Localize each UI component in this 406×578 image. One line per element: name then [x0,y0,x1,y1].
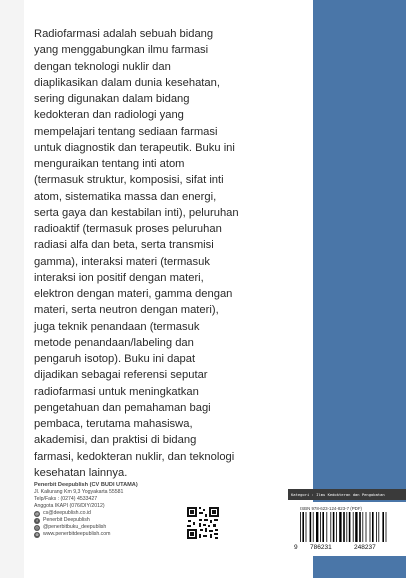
publisher-address: Jl. Kaliurang Km 9,3 Yogyakarta 55581 [34,489,124,495]
barcode-bar [300,512,301,542]
blurb-line: Radiofarmasi adalah sebuah bidang [34,28,214,40]
barcode-bar [359,512,361,542]
isbn-text: ISBN 978-623-124-823-7 (PDF) [300,506,362,511]
barcode-bar [322,512,324,542]
blurb-line: diaplikasikan dalam dunia kesehatan, [34,76,220,89]
barcode-bar [306,512,307,542]
globe-icon: ⊕ [35,531,39,537]
barcode-lead-digit: 9 [294,544,298,551]
barcode-bar [333,512,335,542]
email-row [34,510,138,517]
blurb-line: pengetahuan dan pemahaman bagi [34,401,211,414]
barcode-bar [336,512,337,542]
barcode-bar [330,512,331,542]
blurb-line: menguraikan tentang inti atom [34,158,185,170]
publisher-website: www.penerbitdeepublish.com [43,531,111,537]
instagram-icon: ◎ [35,524,39,530]
category-label: Kategori : Ilmu Kedokteran dan Pengobatan [288,489,406,500]
publisher-name: Penerbit Deepublish (CV BUDI UTAMA) [34,482,138,488]
blurb-line: pengaruh isotop). Buku ini dapat [34,353,196,365]
blurb-line: (termasuk struktur, komposisi, sifat inti [34,174,224,187]
blurb-line: gamma), interaksi materi (termasuk [34,255,210,268]
blurb-line: yang menggabungkan ilmu farmasi [34,44,209,57]
barcode-bar [366,512,367,542]
publisher-facebook: Penerbit Deepublish [43,517,90,523]
blurb-line: pembaca, terutama mahasiswa, [34,418,193,430]
barcode-bar [316,512,318,542]
barcode-bar [310,512,312,542]
barcode-bar [355,512,357,542]
blurb-line: mempelajari tentang sediaan farmasi [34,125,218,138]
blurb-line: elektron dengan materi, gamma dengan [34,288,233,300]
blurb-line: sering digunakan dalam bidang [34,93,190,105]
blurb-line: metode penandaan/labeling dan [34,336,194,349]
barcode-bar [346,512,347,542]
blurb-line: serta gaya dan kestabilan inti), peluruhan [34,206,239,219]
barcode-right-digits: 248237 [354,544,376,551]
barcode-bar [362,512,363,542]
instagram-row [34,524,138,531]
isbn-block [288,502,406,556]
spine-shade [0,0,24,578]
blurb-line: materi, serta neutron dengan materi), [34,304,219,317]
publisher-phone: Telp/Faks : (0274) 4533427 [34,496,98,502]
blurb-line: atom, sistematika massa dan energi, [34,190,217,203]
barcode-bar [339,512,341,542]
publisher-email: cs@deepublish.co.id [43,510,91,516]
barcode-bar [378,512,379,542]
barcode-bar [353,512,354,542]
barcode-left-digits: 786231 [310,544,332,551]
barcode-bar [349,512,351,542]
publisher-info [34,482,138,538]
blurb-line: radioaktif (termasuk proses peluruhan [34,223,222,235]
facebook-icon: f [34,518,40,524]
barcode-bar [343,512,345,542]
blurb-line: radiasi alfa dan beta, serta transmisi [34,239,214,252]
blurb-line: kedokteran dan radiologi yang [34,109,184,122]
facebook-row [34,517,138,524]
barcode-bar [376,512,377,542]
blurb-line: juga teknik penandaan (termasuk [34,320,200,333]
email-icon: @ [34,510,40,516]
barcode-bar [320,512,321,542]
blurb-line: dengan teknologi nuklir dan [34,60,171,73]
barcode-bar [382,512,384,542]
blurb-line: kesehatan lainnya. [34,466,128,479]
publisher-member: Anggota IKAPI (076/DIY/2012) [34,503,105,509]
barcode-bar [302,512,304,542]
website-row [34,531,138,538]
blurb-line: akademisi, dan praktisi di bidang [34,434,197,447]
publisher-instagram: @penerbitbuku_deepublish [43,524,107,530]
blurb-line: dijadikan sebagai referensi seputar [34,369,208,382]
blurb-line: untuk diagnostik dan terapeutik. Buku ini [34,141,235,154]
barcode-bar [386,512,387,542]
barcode-bar [326,512,327,542]
blurb-line: farmasi, kedokteran nuklir, dan teknologi [34,450,235,463]
blurb-line: radiofarmasi untuk meningkatkan [34,385,199,398]
barcode [298,512,396,544]
back-cover-blurb [34,26,296,481]
barcode-bar [372,512,374,542]
barcode-bar [370,512,371,542]
barcode-bar [313,512,314,542]
blurb-line: interaksi ion positif dengan materi, [34,271,204,284]
qr-code [186,506,220,540]
